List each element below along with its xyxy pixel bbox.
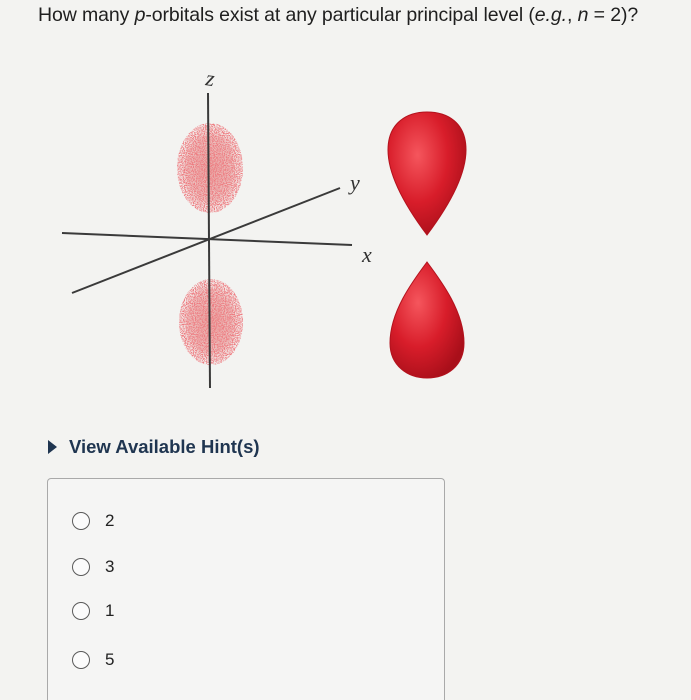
- axis-label-y: y: [350, 170, 360, 195]
- radio-button[interactable]: [72, 512, 90, 530]
- answer-option-1[interactable]: [72, 601, 114, 621]
- radio-button[interactable]: [72, 558, 90, 576]
- answer-option-label: 3: [105, 557, 115, 576]
- view-hints-label: View Available Hint(s): [69, 436, 260, 457]
- x-axis-line: [62, 233, 352, 245]
- question-middle: -orbitals exist at any particular principal level (: [145, 4, 535, 26]
- orbital-lobe-upper: [388, 112, 466, 235]
- answer-options-box: [47, 478, 445, 700]
- p-orbital-figure: [0, 60, 691, 400]
- answer-option-2[interactable]: [72, 511, 114, 531]
- radio-button[interactable]: [72, 651, 90, 669]
- question-n-variable: n: [577, 4, 589, 26]
- orbital-lobe-lower: [390, 262, 464, 378]
- question-prefix: How many: [38, 4, 135, 26]
- answer-option-label: 5: [105, 650, 115, 669]
- axis-label-z: z: [204, 65, 217, 92]
- view-hints-toggle[interactable]: [48, 436, 260, 458]
- answer-option-3[interactable]: [72, 557, 114, 577]
- question-tail: = 2)?: [588, 4, 639, 26]
- answer-option-5[interactable]: [72, 650, 114, 670]
- electron-cloud-lower: [179, 279, 243, 365]
- question-text: [38, 4, 638, 27]
- electron-cloud-upper: [177, 123, 243, 213]
- radio-button[interactable]: [72, 602, 90, 620]
- axis-label-x: x: [362, 242, 372, 267]
- question-p-letter: p: [134, 4, 146, 26]
- answer-option-label: 1: [105, 601, 115, 620]
- question-eg: e.g.: [534, 4, 567, 26]
- answer-option-label: 2: [105, 511, 115, 530]
- caret-right-icon: [48, 440, 57, 454]
- question-comma: ,: [566, 4, 578, 26]
